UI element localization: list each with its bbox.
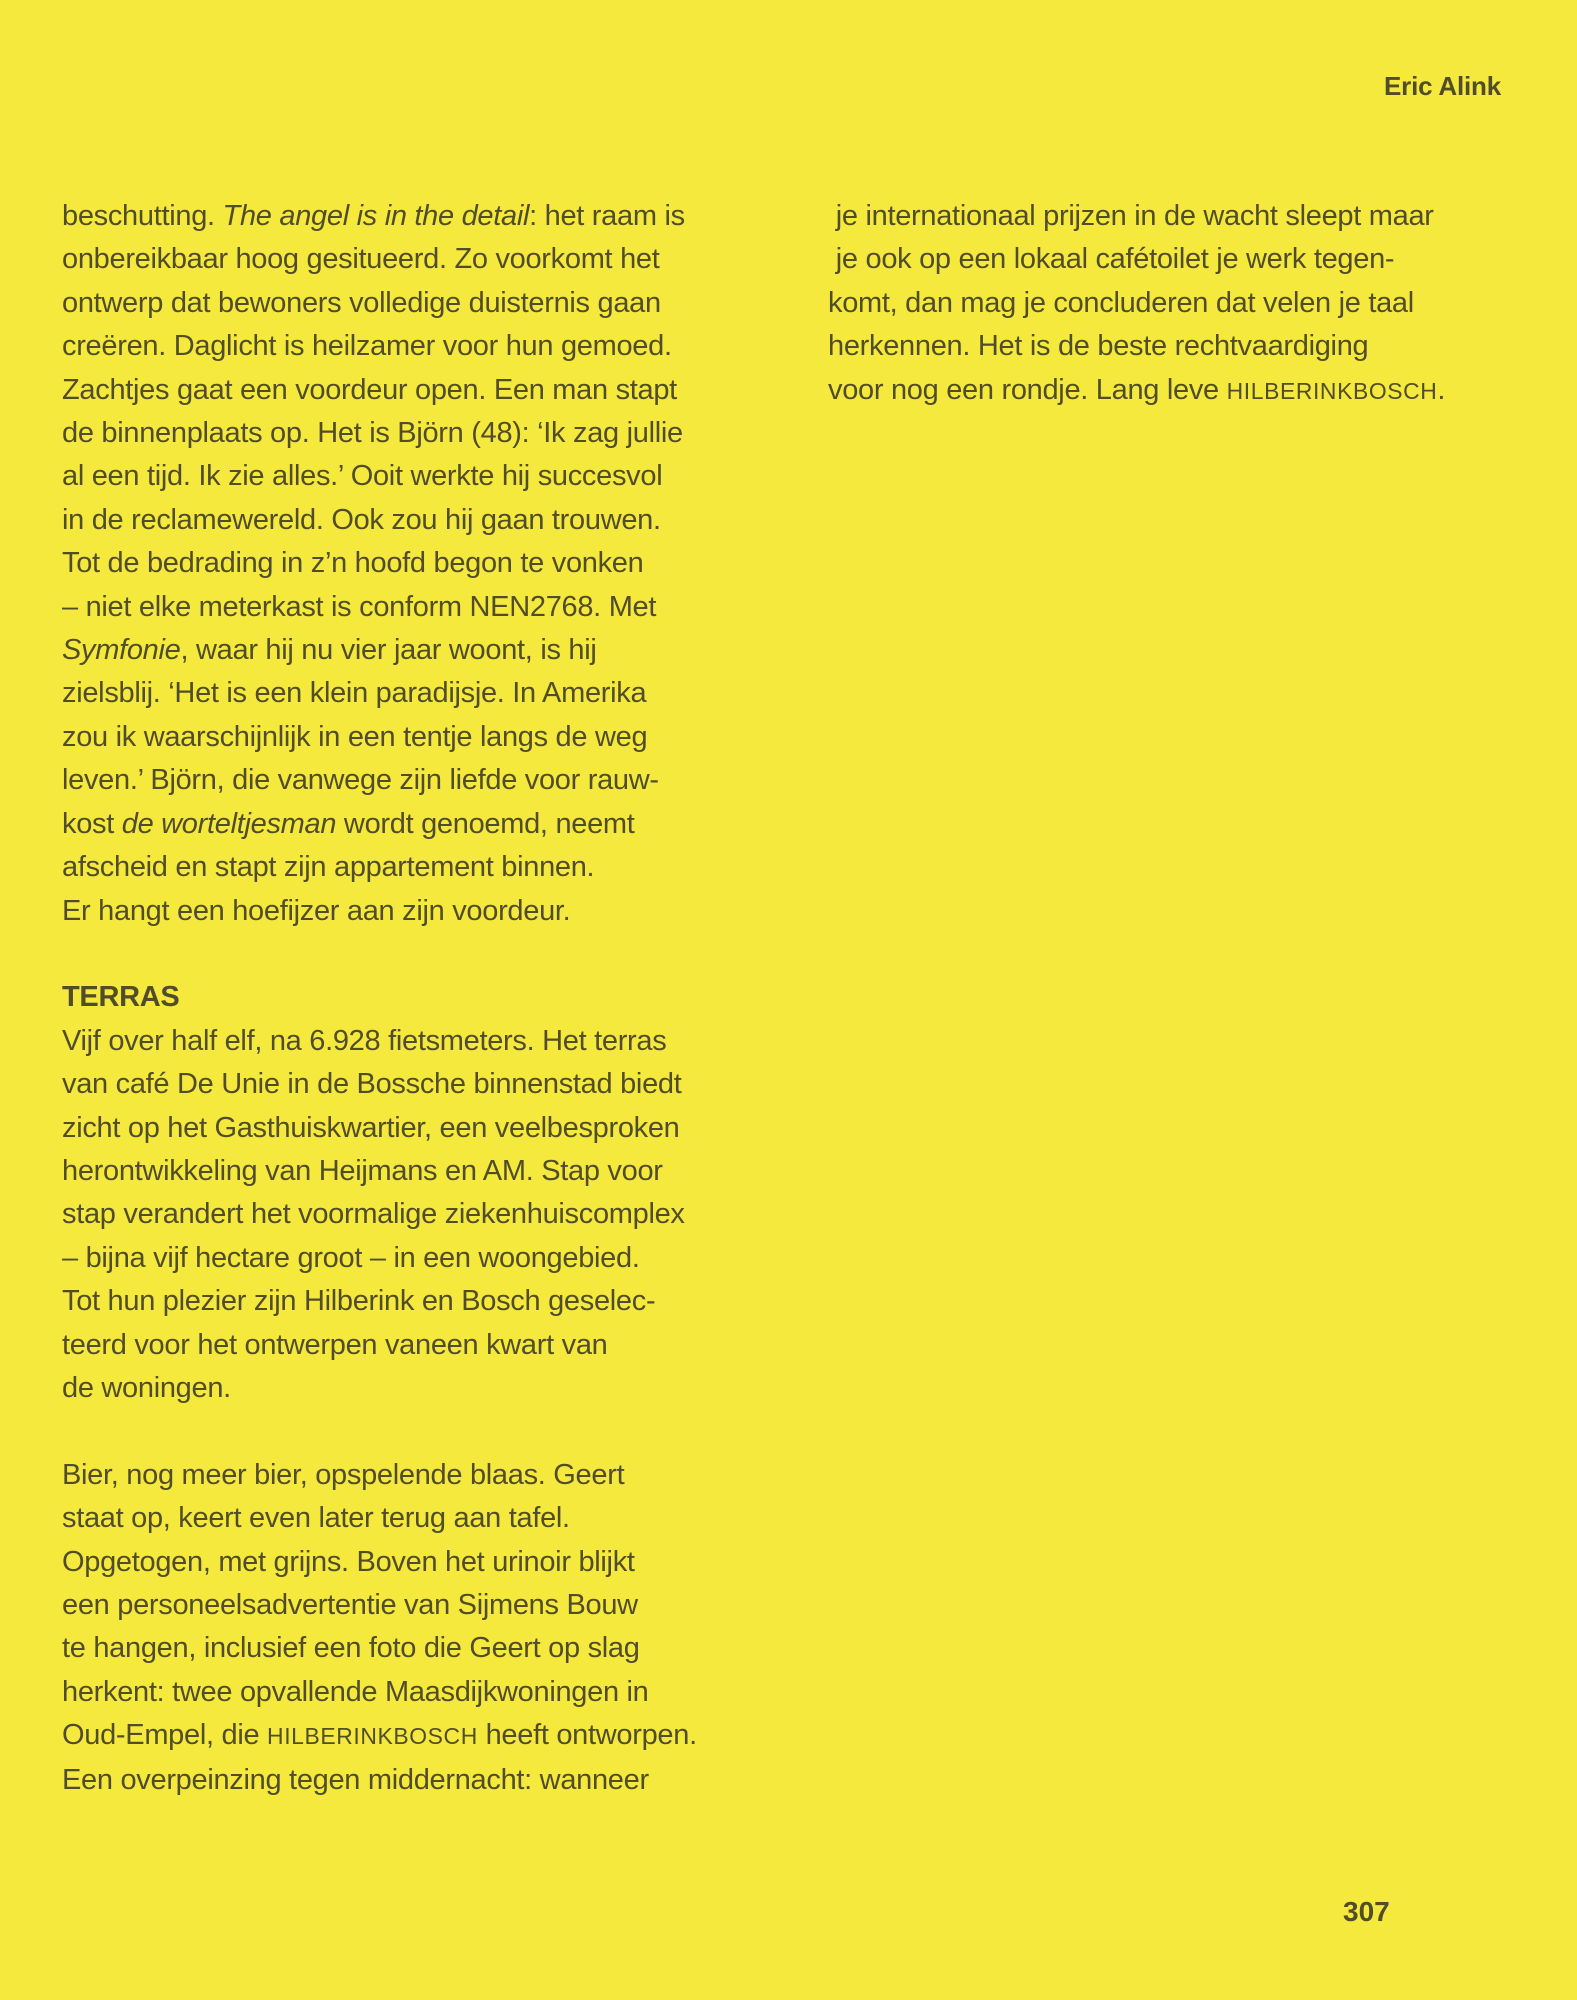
text-run: voor nog een rondje. Lang leve — [828, 373, 1227, 406]
text-line — [62, 1541, 772, 1584]
text-line — [62, 586, 772, 629]
text-line — [62, 1627, 772, 1670]
italic-text: The angel is in the detail — [222, 200, 530, 232]
text-run: Vijf over half elf, na 6.928 fietsmeters. Het terras — [62, 1024, 667, 1057]
text-line — [62, 1584, 772, 1627]
author-name: Eric Alink — [1384, 71, 1501, 101]
text-line — [62, 1150, 772, 1193]
text-line — [62, 369, 772, 412]
text-run: in de reclamewereld. Ook zou hij gaan trouwen. — [62, 503, 661, 536]
text-run: je ook op een lokaal cafétoilet je werk tegen- — [828, 243, 1395, 276]
italic-text: de worteltjesman — [121, 807, 337, 840]
text-run: Tot hun plezier zijn Hilberink en Bosch geselec- — [62, 1285, 656, 1318]
paragraph — [62, 1454, 772, 1802]
text-run: zicht op het Gasthuiskwartier, een veelbesproken — [62, 1111, 680, 1144]
text-run: leven.’ Björn, die vanwege zijn liefde voor rauw- — [62, 764, 659, 797]
text-line — [62, 1497, 772, 1540]
section-heading: TERRAS — [62, 981, 180, 1014]
text-run: Oud-Empel, die — [62, 1719, 268, 1752]
text-run: Bier, nog meer bier, opspelende blaas. Geert — [62, 1458, 625, 1491]
text-line — [828, 325, 1508, 368]
text-line — [828, 238, 1508, 281]
text-line — [62, 238, 772, 281]
page-number: 307 — [1343, 1896, 1390, 1927]
text-line — [62, 1193, 772, 1236]
text-run: van café De Unie in de Bossche binnenstad biedt — [62, 1068, 682, 1101]
right-column — [828, 195, 1508, 413]
text-line — [62, 455, 772, 498]
text-line — [62, 282, 772, 325]
text-run: – niet elke meterkast is conform NEN2768. Met — [62, 590, 657, 623]
text-run: je internationaal prijzen in de wacht sleept maar — [828, 200, 1434, 232]
smallcaps-text: HILBERINKBOSCH — [1226, 377, 1438, 404]
text-run: zielsblij. ‘Het is een klein paradijsje. In Amerika — [62, 677, 647, 710]
text-line — [62, 195, 772, 238]
text-line — [828, 282, 1508, 325]
text-line — [62, 1237, 772, 1280]
text-run: al een tijd. Ik zie alles.’ Ooit werkte hij succesvol — [62, 460, 663, 493]
italic-text: Symfonie — [62, 634, 181, 667]
text-run: herkennen. Het is de beste rechtvaardiging — [828, 330, 1369, 363]
text-run: komt, dan mag je concluderen dat velen je taal — [828, 286, 1414, 319]
text-run: Er hangt een hoefijzer aan zijn voordeur. — [62, 894, 571, 927]
text-run: Een overpeinzing tegen middernacht: wanneer — [62, 1763, 649, 1796]
text-run: Zachtjes gaat een voordeur open. Een man stapt — [62, 373, 677, 406]
text-run: . — [1437, 373, 1446, 406]
text-line — [62, 1714, 772, 1758]
text-run: herkent: twee opvallende Maasdijkwoningen in — [62, 1675, 649, 1708]
text-run: stap verandert het voormalige ziekenhuiscomplex — [62, 1198, 685, 1231]
text-line — [62, 672, 772, 715]
text-line — [62, 412, 772, 455]
text-run: kost — [62, 807, 122, 840]
text-run: onbereikbaar hoog gesitueerd. Zo voorkomt het — [62, 243, 660, 276]
text-run: de binnenplaats op. Het is Björn (48): ‘Ik zag jullie — [62, 417, 683, 450]
paragraph — [828, 195, 1508, 413]
text-run: herontwikkeling van Heijmans en AM. Stap voor — [62, 1154, 663, 1187]
text-line — [828, 369, 1508, 413]
text-line — [62, 1020, 772, 1063]
text-line — [62, 325, 772, 368]
text-line — [828, 195, 1508, 238]
text-run: teerd voor het ontwerpen vaneen kwart van — [62, 1328, 608, 1361]
text-run: ontwerp dat bewoners volledige duisternis gaan — [62, 286, 661, 319]
text-run: – bijna vijf hectare groot – in een woongebied. — [62, 1241, 640, 1274]
text-run: : het raam is — [529, 200, 685, 232]
text-line — [62, 1759, 772, 1802]
text-run: een personeelsadvertentie van Sijmens Bouw — [62, 1588, 638, 1621]
text-line — [62, 499, 772, 542]
text-line — [62, 1367, 772, 1410]
paragraph — [62, 195, 772, 933]
text-run: , waar hij nu vier jaar woont, is hij — [180, 634, 597, 667]
text-run: te hangen, inclusief een foto die Geert op slag — [62, 1632, 640, 1665]
text-run: beschutting. — [62, 200, 223, 232]
text-line — [62, 1063, 772, 1106]
text-line — [62, 890, 772, 933]
text-run: zou ik waarschijnlijk in een tentje langs de weg — [62, 720, 648, 753]
text-line — [62, 542, 772, 585]
paragraph — [62, 976, 772, 1410]
text-line — [62, 1324, 772, 1367]
text-run: Opgetogen, met grijns. Boven het urinoir blijkt — [62, 1545, 635, 1578]
text-line — [62, 1454, 772, 1497]
smallcaps-text: HILBERINKBOSCH — [267, 1723, 478, 1750]
text-line — [62, 1280, 772, 1323]
text-run: Tot de bedrading in z’n hoofd begon te vonken — [62, 547, 644, 580]
text-line — [62, 1671, 772, 1714]
text-run: wordt genoemd, neemt — [336, 807, 635, 840]
text-line — [62, 759, 772, 802]
text-run: de woningen. — [62, 1371, 231, 1404]
text-run: staat op, keert even later terug aan tafel. — [62, 1502, 570, 1535]
text-run: heeft ontworpen. — [477, 1719, 697, 1752]
text-line — [62, 846, 772, 889]
left-column — [62, 195, 772, 1802]
text-run: afscheid en stapt zijn appartement binnen. — [62, 851, 595, 884]
text-run: creëren. Daglicht is heilzamer voor hun gemoed. — [62, 330, 672, 363]
text-line — [62, 716, 772, 759]
text-line — [62, 1107, 772, 1150]
text-line — [62, 803, 772, 846]
text-line — [62, 629, 772, 672]
